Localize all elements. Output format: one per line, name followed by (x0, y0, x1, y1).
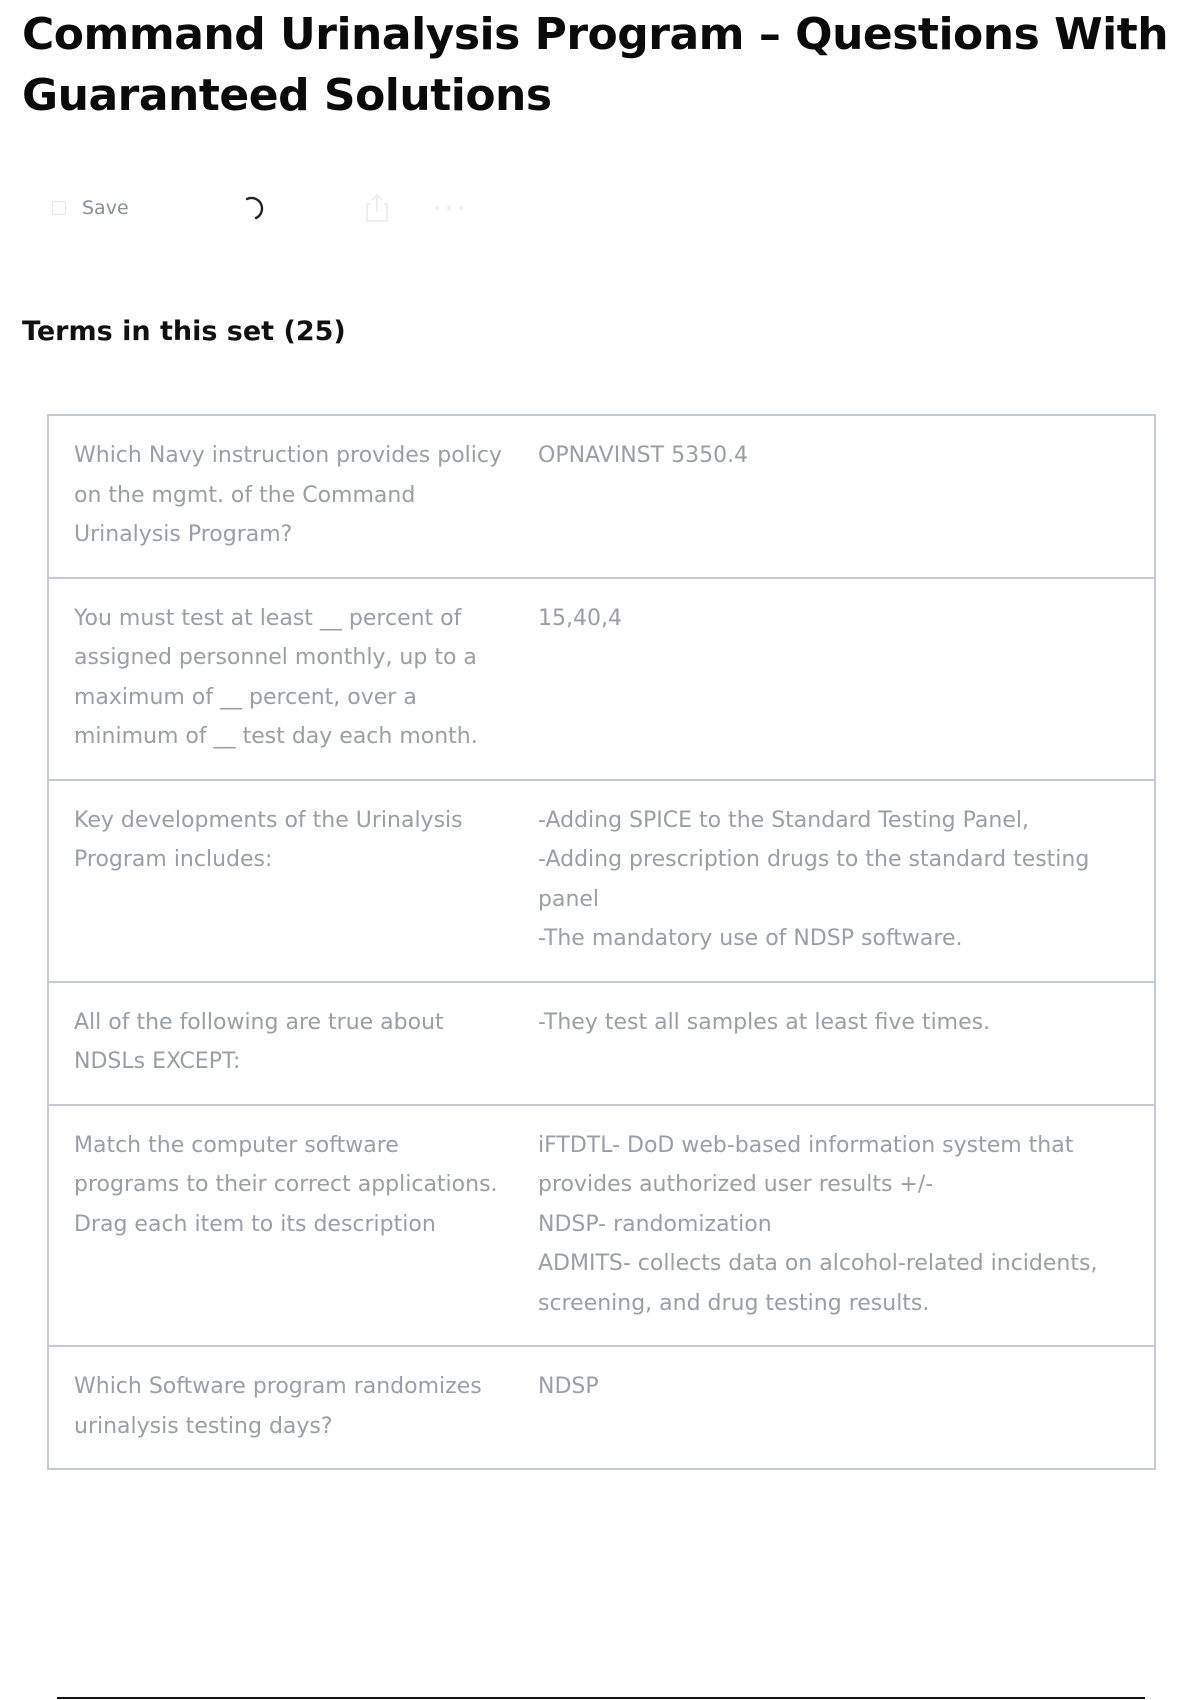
definition-line: NDSP- randomization (538, 1211, 772, 1237)
definition-line: ADMITS- collects data on alcohol-related incidents, screening, and drug testing results. (538, 1251, 1098, 1316)
save-label: Save (82, 197, 129, 219)
term-text: Match the computer software programs to their correct applications. Drag each item to its description (48, 1105, 520, 1347)
term-text: You must test at least __ percent of assigned personnel monthly, up to a maximum of __ percent, over a minimum of __ test day each month. (48, 578, 520, 780)
term-text: Which Navy instruction provides policy on the mgmt. of the Command Urinalysis Program? (48, 415, 520, 578)
definition-line: -Adding SPICE to the Standard Testing Panel, (538, 807, 1029, 833)
definition-line: -The mandatory use of NDSP software. (538, 926, 963, 951)
save-button[interactable] (52, 190, 129, 226)
definition-cell (520, 780, 1155, 982)
definition-cell (520, 1105, 1155, 1347)
definition-cell (520, 1346, 1155, 1469)
more-icon (432, 203, 466, 213)
definition-cell (520, 982, 1155, 1105)
more-options-button[interactable] (432, 190, 466, 226)
term-text: Which Software program randomizes urinalysis testing days? (48, 1346, 520, 1469)
definition-line: NDSP (538, 1374, 599, 1399)
definition-cell (520, 578, 1155, 780)
page-title: Command Urinalysis Program – Questions With Guaranteed Solutions (22, 9, 1169, 121)
loading-indicator (242, 190, 268, 226)
set-toolbar (52, 190, 532, 226)
share-button[interactable] (364, 190, 390, 226)
term-row (48, 415, 1155, 578)
term-row (48, 780, 1155, 982)
definition-line: -Adding prescription drugs to the standard testing panel (538, 847, 1090, 912)
share-icon (364, 192, 390, 224)
definition-line: -They test all samples at least five times. (538, 1009, 991, 1035)
definition-cell (520, 415, 1155, 578)
definition-line: OPNAVINST 5350.4 (538, 443, 749, 468)
definition-line: iFTDTL- DoD web-based information system that provides authorized user results +/- (538, 1132, 1074, 1197)
terms-table (47, 414, 1156, 1470)
term-row (48, 1105, 1155, 1347)
term-text: All of the following are true about NDSLs EXCEPT: (48, 982, 520, 1105)
loading-spinner-icon (242, 193, 268, 223)
page-divider (57, 1697, 1145, 1699)
definition-line: 15,40,4 (538, 605, 622, 631)
term-text: Key developments of the Urinalysis Program includes: (48, 780, 520, 982)
term-row (48, 578, 1155, 780)
checkbox-icon (52, 201, 66, 215)
terms-count-heading: Terms in this set (25) (22, 316, 346, 347)
term-row (48, 1346, 1155, 1469)
term-row (48, 982, 1155, 1105)
